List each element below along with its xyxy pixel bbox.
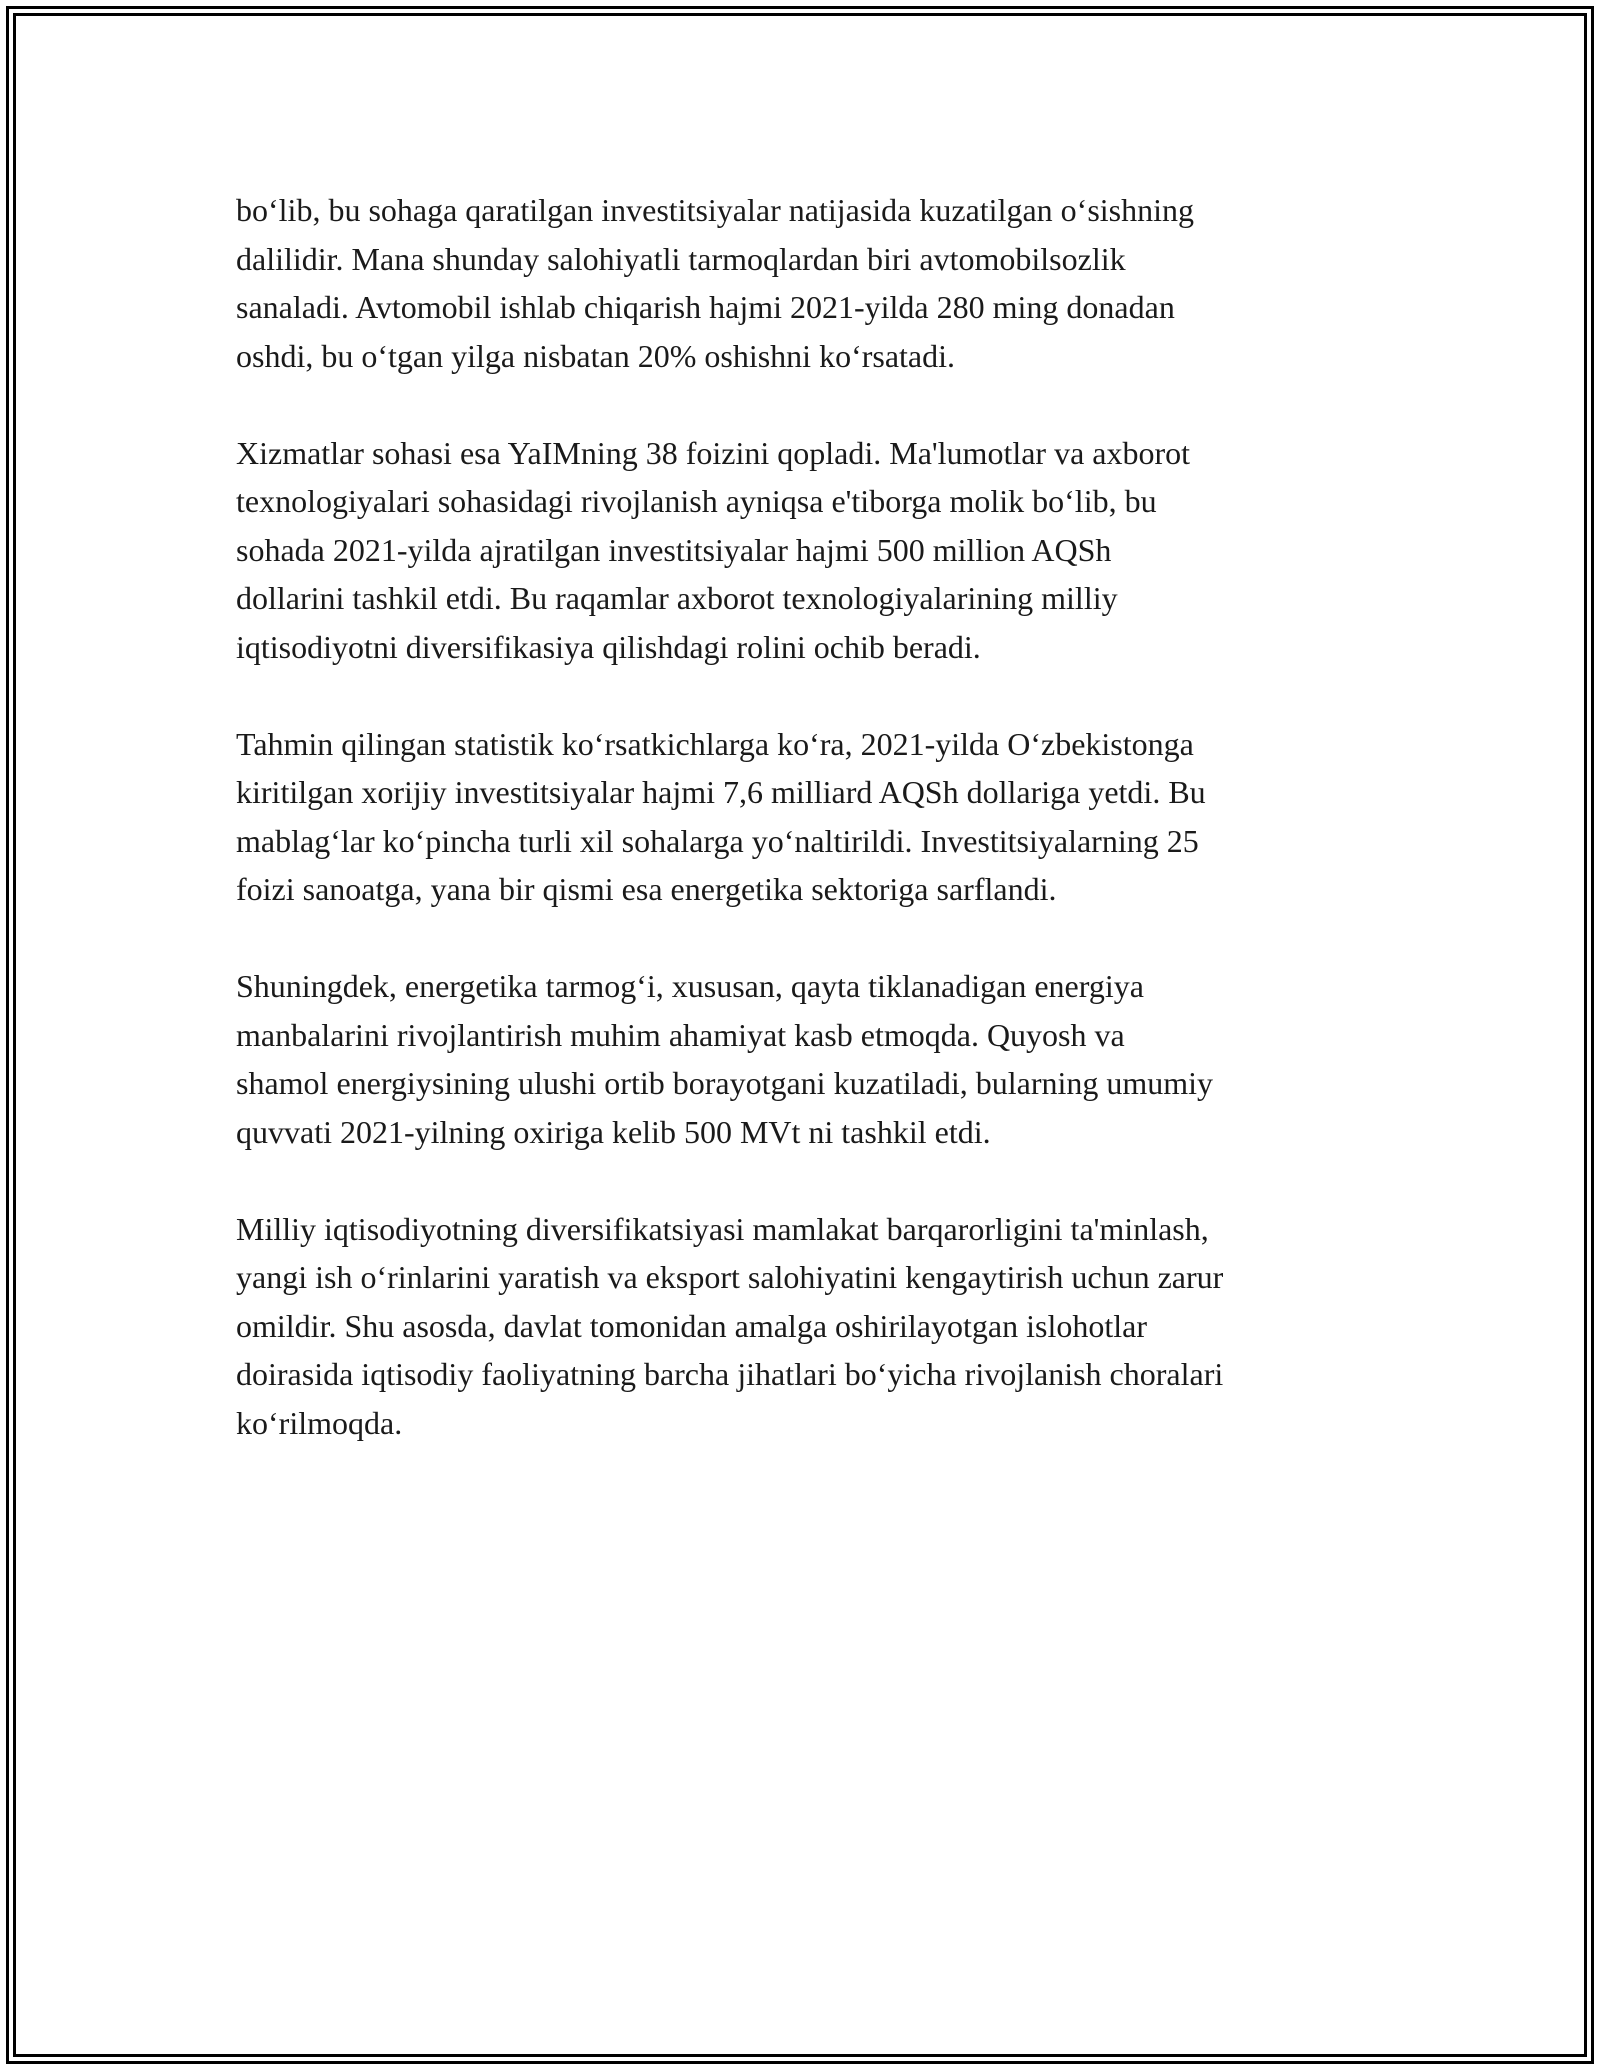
text-line: quvvati 2021-yilning oxiriga kelib 500 MVt ni tashkil etdi. bbox=[236, 1113, 991, 1150]
text-line: manbalarini rivojlantirish muhim ahamiyat kasb etmoqda. Quyosh va bbox=[236, 1016, 1125, 1053]
text-line: yangi ish o‘rinlarini yaratish va eksport salohiyatini kengaytirish uchun zarur bbox=[236, 1259, 1224, 1295]
text-line: sohada 2021-yilda ajratilgan investitsiyalar hajmi 500 million AQSh bbox=[236, 531, 1112, 568]
paragraph-energy bbox=[236, 962, 1376, 1156]
paragraph-automotive bbox=[236, 186, 1376, 380]
text-line: Milliy iqtisodiyotning diversifikatsiyasi mamlakat barqarorligini ta'minlash, bbox=[236, 1210, 1209, 1247]
text-line: mablag‘lar ko‘pincha turli xil sohalarga yo‘naltirildi. Investitsiyalarning 25 bbox=[236, 822, 1199, 859]
paragraph-services bbox=[236, 429, 1376, 672]
paragraph-investments bbox=[236, 720, 1376, 914]
text-line: kiritilgan xorijiy investitsiyalar hajmi 7,6 milliard AQSh dollariga yetdi. Bu bbox=[236, 774, 1206, 810]
text-line: shamol energiysining ulushi ortib borayotgani kuzatiladi, bularning umumiy bbox=[236, 1065, 1214, 1101]
text-line: omildir. Shu asosda, davlat tomonidan amalga oshirilayotgan islohotlar bbox=[236, 1307, 1147, 1344]
text-line: iqtisodiyotni diversifikasiya qilishdagi rolini ochib beradi. bbox=[236, 628, 981, 665]
text-line: bo‘lib, bu sohaga qaratilgan investitsiyalar natijasida kuzatilgan o‘sishning bbox=[236, 192, 1194, 228]
text-line: Xizmatlar sohasi esa YaIMning 38 foizini qopladi. Ma'lumotlar va axborot bbox=[236, 434, 1191, 471]
document-body bbox=[236, 186, 1376, 1496]
text-line: Shuningdek, energetika tarmog‘i, xususan, qayta tiklanadigan energiya bbox=[236, 968, 1144, 1004]
text-line: ko‘rilmoqda. bbox=[236, 1404, 403, 1441]
text-line: foizi sanoatga, yana bir qismi esa energetika sektoriga sarflandi. bbox=[236, 871, 1057, 907]
text-line: sanaladi. Avtomobil ishlab chiqarish hajmi 2021-yilda 280 ming donadan bbox=[236, 289, 1175, 325]
text-line: oshdi, bu o‘tgan yilga nisbatan 20% oshishni ko‘rsatadi. bbox=[236, 337, 956, 374]
text-line: Tahmin qilingan statistik ko‘rsatkichlarga ko‘ra, 2021-yilda O‘zbekistonga bbox=[236, 725, 1194, 762]
paragraph-diversification bbox=[236, 1205, 1376, 1448]
text-line: doirasida iqtisodiy faoliyatning barcha jihatlari bo‘yicha rivojlanish choralari bbox=[236, 1356, 1224, 1392]
text-line: dalilidir. Mana shunday salohiyatli tarmoqlardan biri avtomobilsozlik bbox=[236, 240, 1126, 277]
text-line: texnologiyalari sohasidagi rivojlanish ayniqsa e'tiborga molik bo‘lib, bu bbox=[236, 483, 1157, 519]
text-line: dollarini tashkil etdi. Bu raqamlar axborot texnologiyalarining milliy bbox=[236, 580, 1118, 616]
